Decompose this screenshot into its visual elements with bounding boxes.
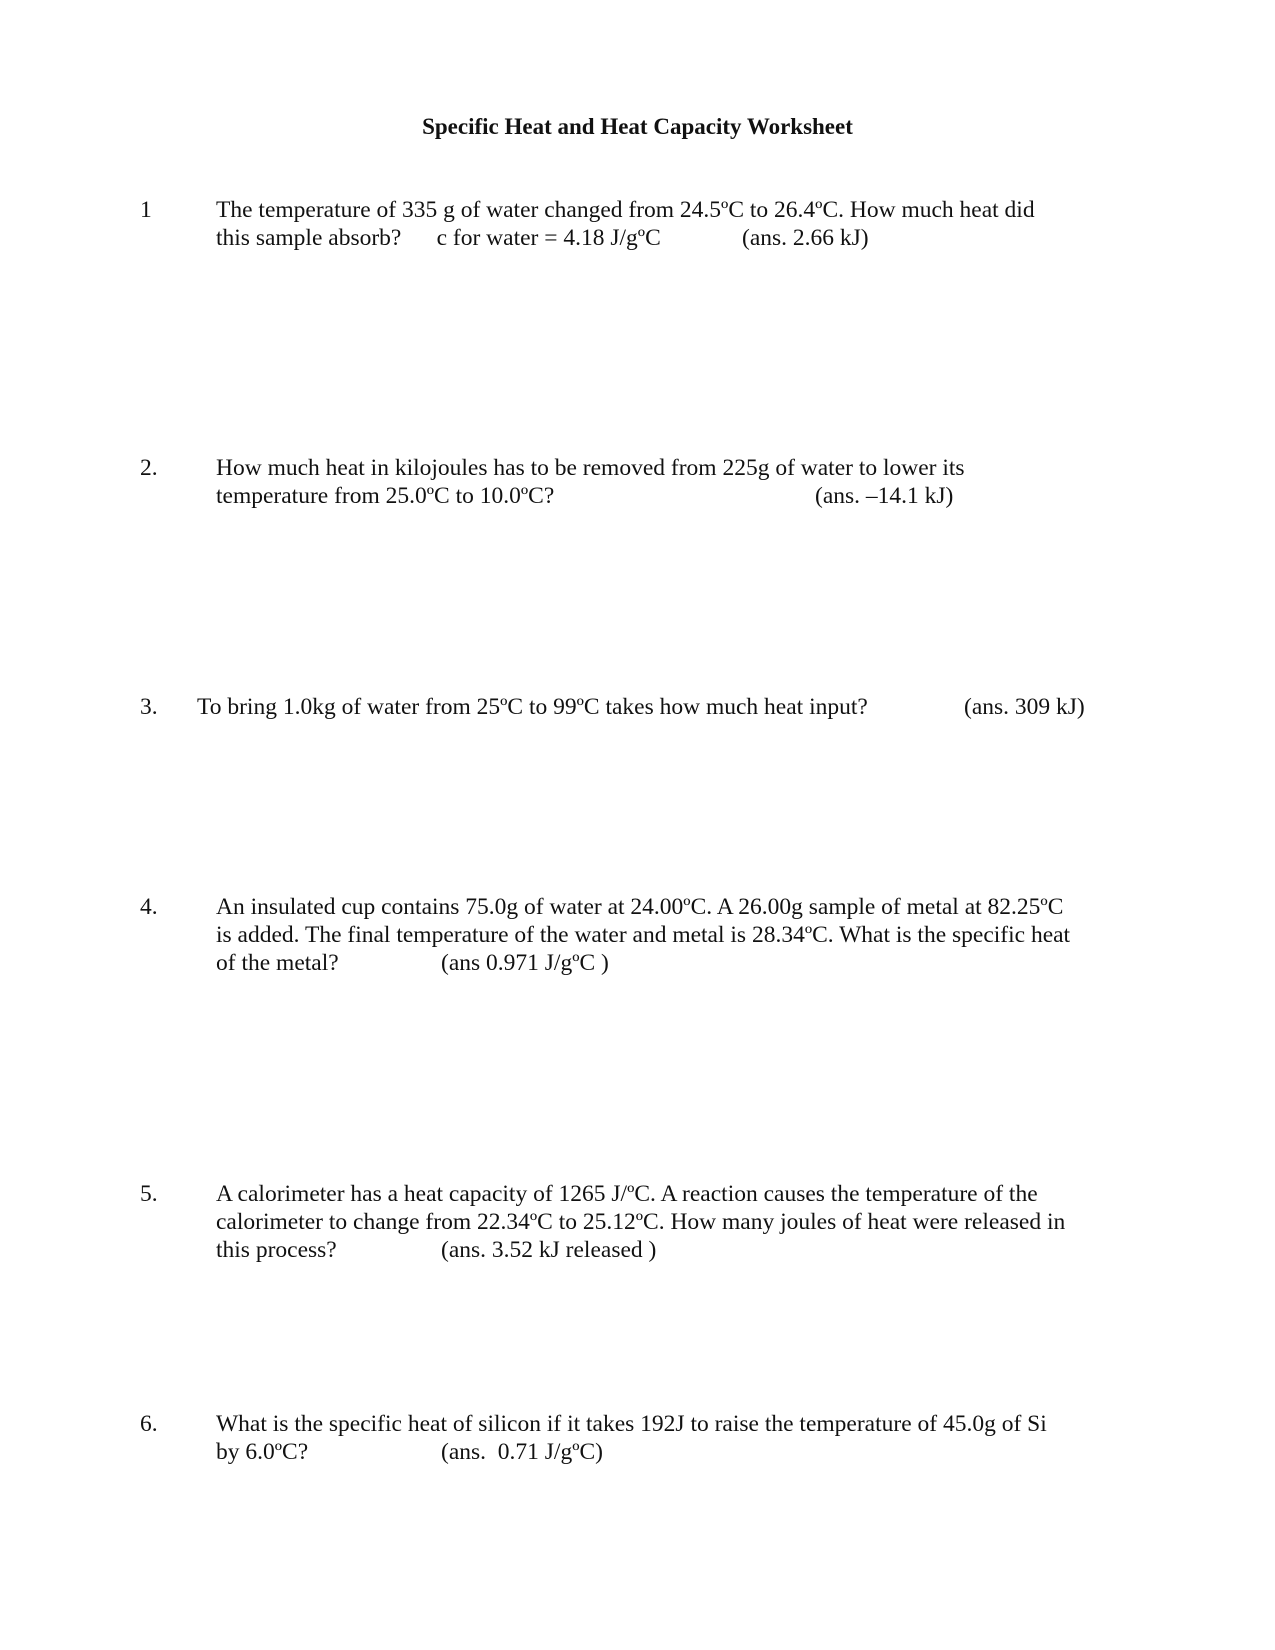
question-text-line: An insulated cup contains 75.0g of water at 24.00ºC. A 26.00g sample of metal at 82.25ºC	[216, 894, 1064, 920]
question-2	[0, 454, 1275, 514]
question-text-line: To bring 1.0kg of water from 25ºC to 99ºC takes how much heat input?	[197, 694, 868, 720]
question-number: 6.	[140, 1411, 158, 1437]
question-number: 4.	[140, 894, 158, 920]
question-text-line: What is the specific heat of silicon if it takes 192J to raise the temperature of 45.0g of Si	[216, 1411, 1047, 1437]
question-number: 1	[140, 197, 152, 223]
question-number: 2.	[140, 455, 158, 481]
answer-hint: (ans. 0.71 J/gºC)	[441, 1439, 603, 1465]
question-text-line: How much heat in kilojoules has to be removed from 225g of water to lower its	[216, 455, 965, 481]
question-number: 5.	[140, 1181, 158, 1207]
question-6	[0, 1410, 1275, 1470]
answer-hint: (ans. 309 kJ)	[964, 694, 1085, 720]
question-text-line: is added. The final temperature of the water and metal is 28.34ºC. What is the specific heat	[216, 922, 1071, 948]
question-3	[0, 693, 1275, 725]
question-1	[0, 196, 1275, 256]
question-text-line: this sample absorb? c for water = 4.18 J/gºC	[216, 225, 661, 251]
answer-hint: (ans 0.971 J/gºC )	[441, 950, 609, 976]
answer-hint: (ans. 3.52 kJ released )	[441, 1237, 657, 1263]
question-text-line: of the metal?	[216, 950, 339, 976]
question-text-line: A calorimeter has a heat capacity of 1265 J/ºC. A reaction causes the temperature of the	[216, 1181, 1038, 1207]
answer-hint: (ans. 2.66 kJ)	[742, 225, 869, 251]
answer-hint: (ans. –14.1 kJ)	[815, 483, 954, 509]
worksheet-title: Specific Heat and Heat Capacity Worksheet	[422, 114, 853, 139]
question-4	[0, 893, 1275, 983]
question-text-line: this process?	[216, 1237, 337, 1263]
question-text-line: by 6.0ºC?	[216, 1439, 309, 1465]
question-text-line: calorimeter to change from 22.34ºC to 25.12ºC. How many joules of heat were released in	[216, 1209, 1066, 1235]
question-5	[0, 1180, 1275, 1270]
question-number: 3.	[140, 694, 158, 720]
question-text-line: The temperature of 335 g of water changed from 24.5ºC to 26.4ºC. How much heat did	[216, 197, 1035, 223]
question-text-line: temperature from 25.0ºC to 10.0ºC?	[216, 483, 555, 509]
